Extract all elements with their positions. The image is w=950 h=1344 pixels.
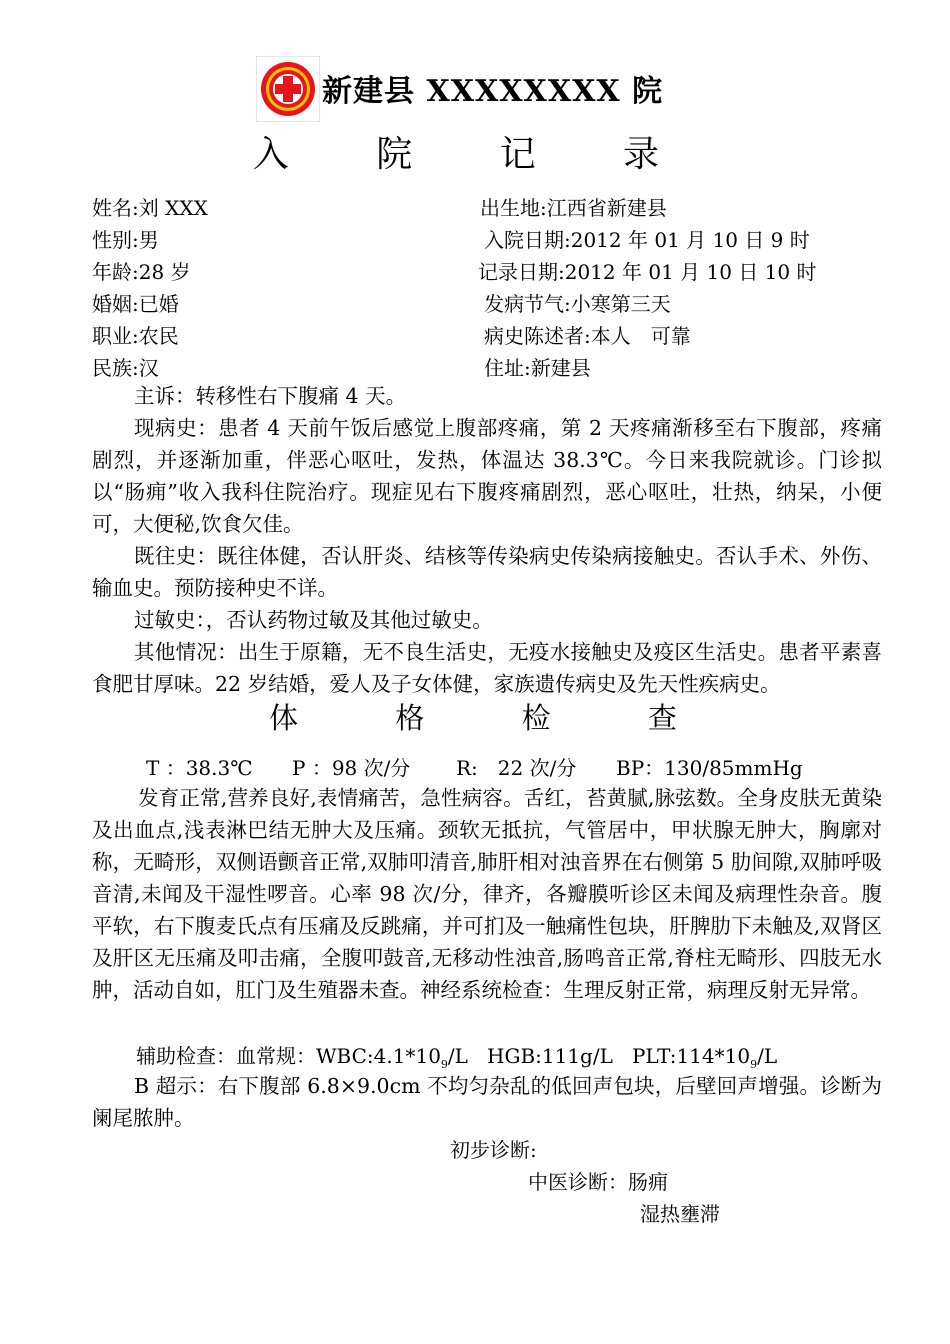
document-title: 入 院 记 录 <box>252 134 698 175</box>
aux-exam <box>136 1040 777 1071</box>
wbc-exponent: 9 <box>440 1058 448 1071</box>
temperature: T ：38.3℃ <box>146 756 253 780</box>
plt-exponent: 9 <box>750 1058 758 1071</box>
plt-value: PLT:114*10 <box>631 1044 751 1068</box>
aux-exam-label: 辅助检查：血常规： <box>136 1044 316 1068</box>
hgb-value: HGB:111g/L <box>487 1044 613 1068</box>
hospital-name: 新建县 XXXXXXXX 院 <box>322 74 664 109</box>
past-history: 既往史：既往体健，否认肝炎、结核等传染病史传染病接触史。否认手术、外伤、输血史。预防接种史不详。 <box>92 544 882 600</box>
ultrasound-result: B 超示：右下腹部 6.8×9.0cm 不均匀杂乱的低回声包块，后壁回声增强。诊断为阑尾脓肿。 <box>92 1074 882 1130</box>
hospital-red-cross-logo <box>256 56 320 122</box>
wbc-value: WBC:4.1*10 <box>316 1044 441 1068</box>
admission-date: 入院日期:2012 年 01 月 10 日 9 时 <box>484 228 810 252</box>
history-informant: 病史陈述者:本人 可靠 <box>484 324 691 348</box>
blood-pressure: BP：130/85mmHg <box>616 756 803 780</box>
onset-season: 发病节气:小寒第三天 <box>484 292 671 316</box>
tcm-syndrome: 湿热壅滞 <box>640 1202 720 1226</box>
diagnosis-label: 初步诊断: <box>450 1138 537 1162</box>
other-history: 其他情况：出生于原籍，无不良生活史，无疫水接触史及疫区生活史。患者平素喜食肥甘厚味。22 岁结婚，爱人及子女体健，家族遗传病史及先天性疾病史。 <box>92 640 882 696</box>
patient-birthplace: 出生地:江西省新建县 <box>480 196 667 220</box>
chief-complaint: 主诉：转移性右下腹痛 4 天。 <box>134 384 407 408</box>
patient-address: 住址:新建县 <box>484 356 591 380</box>
pulse: P ：98 次/分 <box>292 756 411 780</box>
patient-occupation: 职业:农民 <box>92 324 179 348</box>
record-date: 记录日期:2012 年 01 月 10 日 10 时 <box>478 260 817 284</box>
wbc-unit: /L <box>447 1044 468 1068</box>
physical-exam-title: 体 格 检 查 <box>269 701 721 735</box>
patient-age: 年龄:28 岁 <box>92 260 191 284</box>
patient-ethnicity: 民族:汉 <box>92 356 159 380</box>
exam-findings: 发育正常,营养良好,表情痛苦，急性病容。舌红，苔黄腻,脉弦数。全身皮肤无黄染及出血点,浅表淋巴结无肿大及压痛。颈软无抵抗，气管居中，甲状腺无肿大，胸廓对称，无畸形，双侧语颤音正常,双肺叩清音,肺肝相对浊音界在右侧第 5 肋间隙,双肺呼吸音清,未闻及干湿性啰音。心率 98 次/分，律齐，各瓣膜听诊区未闻及病理性杂音。腹平软，右下腹麦氏点有压痛及反跳痛，并可扪及一触痛性包块，肝脾肋下未触及,双肾区及肝区无压痛及叩击痛，全腹叩鼓音,无移动性浊音,肠鸣音正常,脊柱无畸形、四肢无水肿，活动自如，肛门及生殖器未查。神经系统检查：生理反射正常，病理反射无异常。 <box>92 786 882 1002</box>
respiration: R: 22 次/分 <box>456 756 577 780</box>
present-illness: 现病史：患者 4 天前午饭后感觉上腹部疼痛，第 2 天疼痛渐移至右下腹部，疼痛剧烈，并逐渐加重，伴恶心呕吐，发热，体温达 38.3℃。今日来我院就诊。门诊拟以“肠痈”收入我科住院治疗。现症见右下腹疼痛剧烈，恶心呕吐，壮热，纳呆，小便可，大便秘,饮食欠佳。 <box>92 416 882 536</box>
patient-name: 姓名:刘 XXX <box>92 196 208 220</box>
patient-gender: 性别:男 <box>92 228 159 252</box>
tcm-diagnosis: 中医诊断：肠痈 <box>528 1170 668 1194</box>
plt-unit: /L <box>757 1044 778 1068</box>
allergy-history: 过敏史：，否认药物过敏及其他过敏史。 <box>134 608 493 632</box>
patient-marriage: 婚姻:已婚 <box>92 292 179 316</box>
